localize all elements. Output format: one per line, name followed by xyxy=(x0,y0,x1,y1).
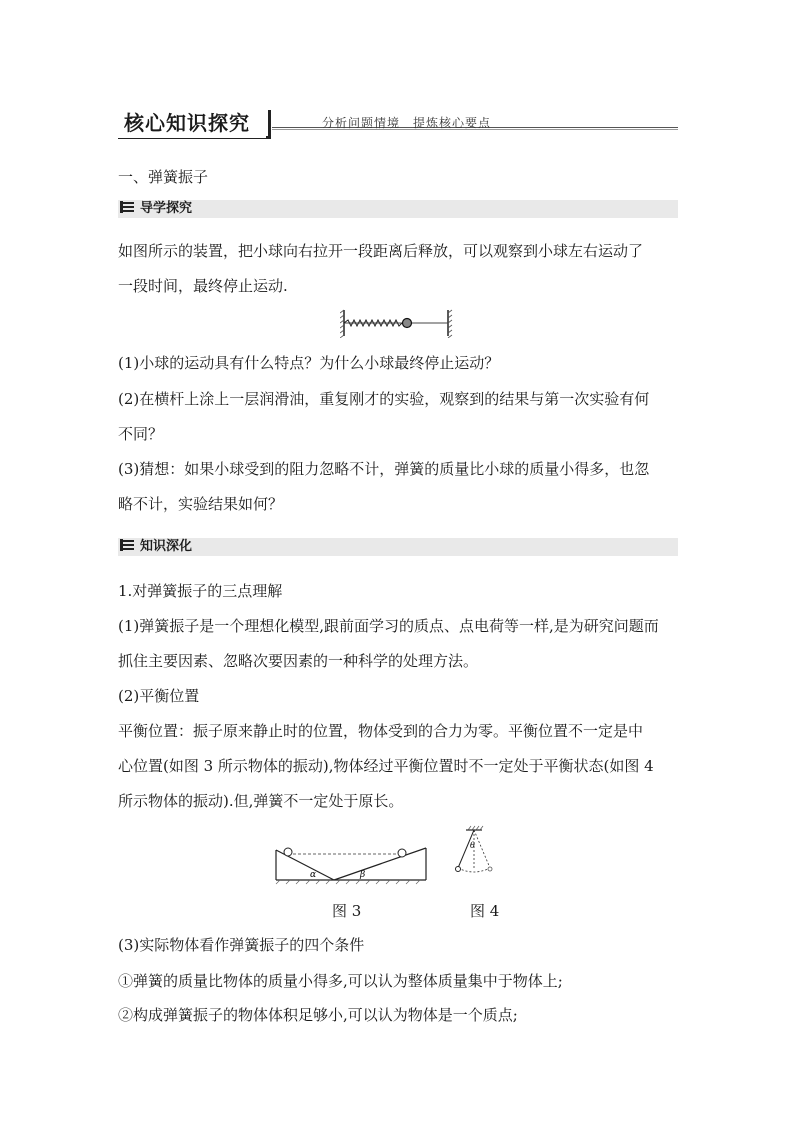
fig4-theta: θ xyxy=(470,841,475,850)
point-2-line-3: 所示物体的振动).但,弹簧不一定处于原长。 xyxy=(118,792,404,810)
fig3-left-ball xyxy=(284,848,292,856)
spring-oscillator-figure xyxy=(340,308,455,338)
section-heading: 一、弹簧振子 xyxy=(118,168,209,186)
figure-3-caption: 图 3 xyxy=(332,902,362,920)
tag-deepen-label: 知识深化 xyxy=(140,539,193,554)
fig3-alpha: α xyxy=(310,870,317,880)
tag-icon xyxy=(120,201,134,213)
fig4-ball-ghost xyxy=(488,867,492,871)
intro-line-1: 如图所示的装置，把小球向右拉开一段距离后释放，可以观察到小球左右运动了 xyxy=(118,242,644,260)
tag-icon xyxy=(120,539,134,551)
point-1-title: 1.对弹簧振子的三点理解 xyxy=(118,582,283,600)
tag-explore-label: 导学探究 xyxy=(140,201,193,216)
fig4-ball xyxy=(456,867,461,872)
header-title: 核心知识探究 xyxy=(118,108,266,138)
question-2-line-2: 不同？ xyxy=(118,425,164,443)
point-1-line-1: (1)弹簧振子是一个理想化模型,跟前面学习的质点、点电荷等一样,是为研究问题而 xyxy=(118,617,659,635)
point-1-line-2: 抓住主要因素、忽略次要因素的一种科学的处理方法。 xyxy=(118,652,479,670)
condition-2: ②构成弹簧振子的物体体积足够小,可以认为物体是一个质点; xyxy=(118,1006,518,1024)
question-3-line-2: 略不计，实验结果如何？ xyxy=(118,495,284,513)
figure-4 xyxy=(448,824,508,880)
tag-deepen-bar xyxy=(118,538,678,556)
fig3-beta: β xyxy=(360,870,366,880)
point-2-line-1: 平衡位置：振子原来静止时的位置，物体受到的合力为零。平衡位置不一定是中 xyxy=(118,722,644,740)
point-2-line-2: 心位置(如图 3 所示物体的振动),物体经过平衡位置时不一定处于平衡状态(如图 4 xyxy=(118,757,654,775)
tag-deepen xyxy=(120,538,192,556)
question-3-line-1: (3)猜想：如果小球受到的阻力忽略不计，弹簧的质量比小球的质量小得多，也忽 xyxy=(118,460,650,478)
header-subtitle: 分析问题情境 提炼核心要点 xyxy=(322,116,492,130)
fig3-right-ball xyxy=(398,849,406,857)
fig3-right-slope xyxy=(334,848,426,880)
point-2-title: (2)平衡位置 xyxy=(118,687,200,705)
intro-line-2: 一段时间，最终停止运动. xyxy=(118,277,288,295)
condition-1: ①弹簧的质量比物体的质量小得多,可以认为整体质量集中于物体上; xyxy=(118,972,563,990)
fig4-cone-edge xyxy=(474,830,490,868)
question-1: (1)小球的运动具有什么特点？为什么小球最终停止运动？ xyxy=(118,354,500,372)
question-2-line-1: (2)在横杆上涂上一层润滑油，重复刚才的实验，观察到的结果与第一次实验有何 xyxy=(118,390,650,408)
ball xyxy=(403,319,412,328)
figure-3 xyxy=(272,842,432,888)
figure-4-caption: 图 4 xyxy=(470,902,500,920)
tag-explore-bar xyxy=(118,200,678,218)
tag-explore xyxy=(120,200,192,218)
point-3-title: (3)实际物体看作弹簧振子的四个条件 xyxy=(118,936,365,954)
